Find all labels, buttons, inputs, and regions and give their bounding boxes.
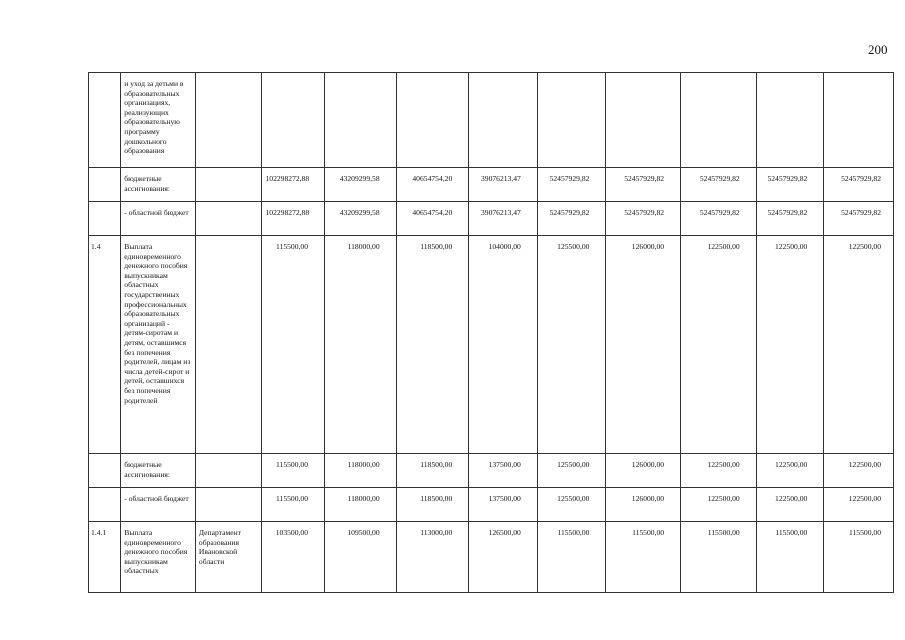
value-cell: 125500,00 <box>537 236 606 454</box>
value-cell: 126500,00 <box>469 522 538 593</box>
value-cell: 122500,00 <box>824 236 894 454</box>
value-cell: 113000,00 <box>396 522 469 593</box>
table-row <box>89 202 894 236</box>
value-cell: 43209299,58 <box>325 202 397 236</box>
value-cell: 122500,00 <box>681 454 757 488</box>
value-cell: 52457929,82 <box>537 202 606 236</box>
value-cell: 125500,00 <box>537 488 606 522</box>
table-row <box>89 236 894 454</box>
row-code-cell: 1.4 <box>89 236 121 454</box>
row-code-cell: 1.4.1 <box>89 522 121 593</box>
row-code-cell <box>89 202 121 236</box>
row-executor-cell <box>195 236 262 454</box>
value-cell: 40654754,20 <box>396 168 469 202</box>
value-cell <box>469 73 538 168</box>
table-row <box>89 454 894 488</box>
value-cell: 118500,00 <box>396 488 469 522</box>
value-cell: 115500,00 <box>756 522 824 593</box>
value-cell: 52457929,82 <box>756 202 824 236</box>
row-name-cell: - областной бюджет <box>121 202 196 236</box>
value-cell: 115500,00 <box>681 522 757 593</box>
row-executor-cell: Департамент образования Ивановской области <box>195 522 262 593</box>
value-cell: 122500,00 <box>756 236 824 454</box>
value-cell: 104000,00 <box>469 236 538 454</box>
value-cell: 39076213,47 <box>469 202 538 236</box>
value-cell: 118000,00 <box>325 236 397 454</box>
row-name-cell: Выплата единовременного денежного пособия выпускникам областных государственных профессиональных образовательных организаций - детям-сиротам и детям, оставшимся без попечения родителей, лицам из числа детей-сирот и детей, оставшихся без попечения родителей <box>121 236 196 454</box>
value-cell: 52457929,82 <box>824 168 894 202</box>
value-cell <box>606 73 681 168</box>
value-cell: 118500,00 <box>396 454 469 488</box>
row-name-cell: - областной бюджет <box>121 488 196 522</box>
value-cell: 118500,00 <box>396 236 469 454</box>
value-cell: 122500,00 <box>681 236 757 454</box>
value-cell: 52457929,82 <box>756 168 824 202</box>
row-code-cell <box>89 73 121 168</box>
row-executor-cell <box>195 202 262 236</box>
value-cell: 118000,00 <box>325 454 397 488</box>
value-cell: 122500,00 <box>756 488 824 522</box>
value-cell: 115500,00 <box>262 236 325 454</box>
row-executor-cell <box>195 488 262 522</box>
value-cell: 52457929,82 <box>824 202 894 236</box>
budget-table <box>88 72 894 593</box>
row-executor-cell <box>195 168 262 202</box>
value-cell: 115500,00 <box>606 522 681 593</box>
row-executor-cell <box>195 73 262 168</box>
value-cell: 40654754,20 <box>396 202 469 236</box>
value-cell: 115500,00 <box>824 522 894 593</box>
value-cell: 122500,00 <box>824 488 894 522</box>
page-number: 200 <box>868 42 888 57</box>
value-cell: 126000,00 <box>606 454 681 488</box>
row-name-cell: Выплата единовременного денежного пособия выпускникам областных <box>121 522 196 593</box>
value-cell <box>824 73 894 168</box>
value-cell: 137500,00 <box>469 454 538 488</box>
value-cell: 52457929,82 <box>537 168 606 202</box>
row-code-cell <box>89 168 121 202</box>
row-name-cell: и уход за детьми в образовательных организациях, реализующих образовательную программу дошкольного образования <box>121 73 196 168</box>
value-cell: 52457929,82 <box>681 168 757 202</box>
value-cell <box>537 73 606 168</box>
row-name-cell: бюджетные ассигнования: <box>121 454 196 488</box>
table-row <box>89 73 894 168</box>
value-cell: 109500,00 <box>325 522 397 593</box>
table-row <box>89 522 894 593</box>
value-cell: 102298272,88 <box>262 202 325 236</box>
table-row <box>89 488 894 522</box>
table-row <box>89 168 894 202</box>
value-cell: 52457929,82 <box>606 202 681 236</box>
value-cell: 52457929,82 <box>606 168 681 202</box>
value-cell: 39076213,47 <box>469 168 538 202</box>
value-cell <box>396 73 469 168</box>
value-cell: 115500,00 <box>537 522 606 593</box>
value-cell: 122500,00 <box>681 488 757 522</box>
value-cell: 118000,00 <box>325 488 397 522</box>
value-cell: 125500,00 <box>537 454 606 488</box>
value-cell: 126000,00 <box>606 488 681 522</box>
row-code-cell <box>89 488 121 522</box>
value-cell <box>756 73 824 168</box>
value-cell <box>262 73 325 168</box>
value-cell: 122500,00 <box>756 454 824 488</box>
row-name-cell: бюджетные ассигнования: <box>121 168 196 202</box>
value-cell: 43209299,58 <box>325 168 397 202</box>
value-cell: 115500,00 <box>262 454 325 488</box>
value-cell: 126000,00 <box>606 236 681 454</box>
value-cell: 52457929,82 <box>681 202 757 236</box>
row-executor-cell <box>195 454 262 488</box>
row-code-cell <box>89 454 121 488</box>
value-cell <box>681 73 757 168</box>
value-cell <box>325 73 397 168</box>
value-cell: 137500,00 <box>469 488 538 522</box>
value-cell: 103500,00 <box>262 522 325 593</box>
value-cell: 102298272,88 <box>262 168 325 202</box>
value-cell: 122500,00 <box>824 454 894 488</box>
value-cell: 115500,00 <box>262 488 325 522</box>
